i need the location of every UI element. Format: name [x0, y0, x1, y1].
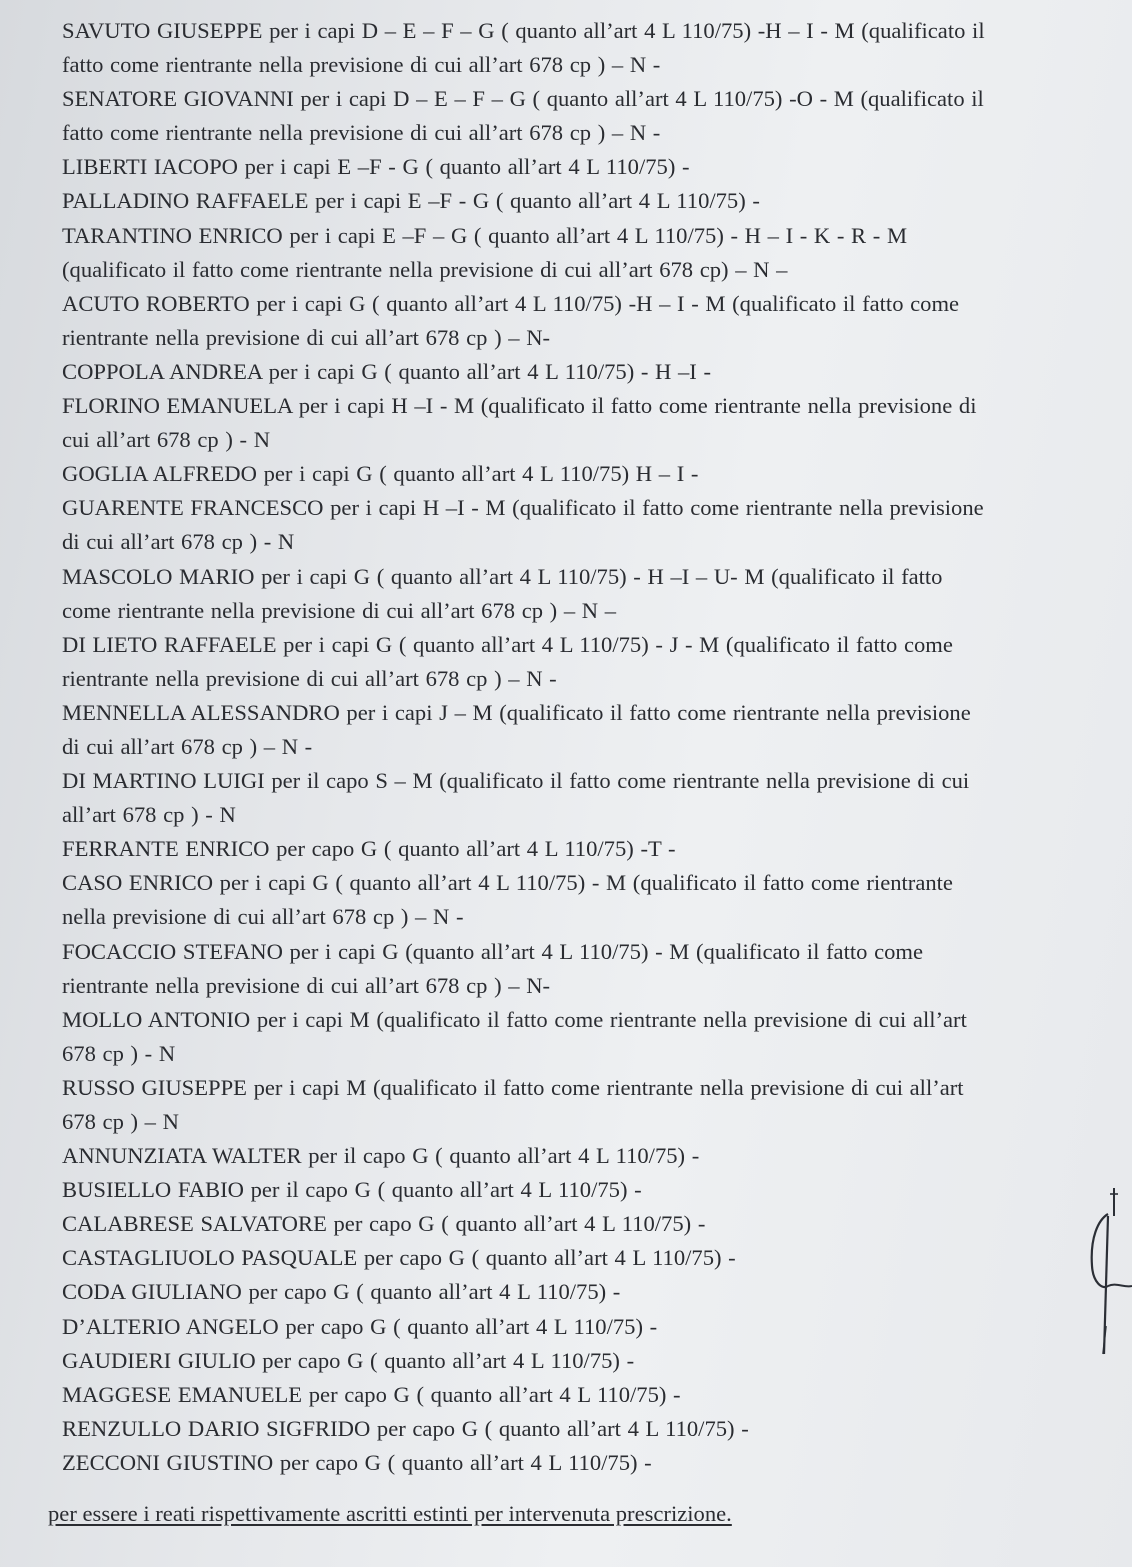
text-line: MAGGESE EMANUELE per capo G ( quanto all’art 4 L 110/75) -: [62, 1381, 681, 1407]
text-line: cui all’art 678 cp ) - N: [62, 427, 271, 453]
text-line: all’art 678 cp ) - N: [62, 802, 236, 828]
text-line: PALLADINO RAFFAELE per i capi E –F - G ( quanto all’art 4 L 110/75) -: [62, 188, 760, 214]
text-line: CALABRESE SALVATORE per capo G ( quanto all’art 4 L 110/75) -: [62, 1211, 706, 1237]
text-line: MENNELLA ALESSANDRO per i capi J – M (qualificato il fatto come rientrante nella previsione: [62, 699, 971, 725]
text-line: rientrante nella previsione di cui all’art 678 cp ) – N-: [62, 324, 551, 350]
text-line: ACUTO ROBERTO per i capi G ( quanto all’art 4 L 110/75) -H – I - M (qualificato il fatto come: [62, 290, 960, 316]
text-line: RUSSO GIUSEPPE per i capi M (qualificato il fatto come rientrante nella previsione di cui all’art: [62, 1074, 964, 1100]
text-line: CODA GIULIANO per capo G ( quanto all’art 4 L 110/75) -: [62, 1279, 621, 1305]
text-line: di cui all’art 678 cp ) – N -: [62, 733, 313, 759]
text-line: TARANTINO ENRICO per i capi E –F – G ( quanto all’art 4 L 110/75) - H – I - K - R - M: [62, 222, 908, 248]
text-line: MOLLO ANTONIO per i capi M (qualificato il fatto come rientrante nella previsione di cui all’art: [62, 1006, 967, 1032]
text-line: 678 cp ) – N: [62, 1109, 179, 1134]
text-line: GUARENTE FRANCESCO per i capi H –I - M (qualificato il fatto come rientrante nella previsione: [62, 495, 984, 521]
text-line: SAVUTO GIUSEPPE per i capi D – E – F – G ( quanto all’art 4 L 110/75) -H – I - M (qualificato il: [62, 18, 985, 43]
text-line: GOGLIA ALFREDO per i capi G ( quanto all’art 4 L 110/75) H – I -: [62, 461, 699, 487]
text-line: come rientrante nella previsione di cui all’art 678 cp ) – N –: [62, 597, 617, 623]
text-line: ANNUNZIATA WALTER per il capo G ( quanto all’art 4 L 110/75) -: [62, 1143, 700, 1169]
text-line: FLORINO EMANUELA per i capi H –I - M (qualificato il fatto come rientrante nella previsione di: [62, 393, 977, 419]
text-line: FERRANTE ENRICO per capo G ( quanto all’art 4 L 110/75) -T -: [62, 836, 676, 862]
text-line: rientrante nella previsione di cui all’art 678 cp ) – N -: [62, 665, 557, 691]
text-line: nella previsione di cui all’art 678 cp ) – N -: [62, 904, 464, 930]
text-line: BUSIELLO FABIO per il capo G ( quanto all’art 4 L 110/75) -: [62, 1177, 642, 1203]
text-line: fatto come rientrante nella previsione di cui all’art 678 cp ) – N -: [62, 52, 661, 78]
text-line: D’ALTERIO ANGELO per capo G ( quanto all’art 4 L 110/75) -: [62, 1313, 658, 1339]
text-line: CASTAGLIUOLO PASQUALE per capo G ( quanto all’art 4 L 110/75) -: [62, 1245, 736, 1271]
text-line: rientrante nella previsione di cui all’art 678 cp ) – N-: [62, 972, 551, 998]
text-line: DI MARTINO LUIGI per il capo S – M (qualificato il fatto come rientrante nella previsione di cui: [62, 768, 970, 794]
text-line: COPPOLA ANDREA per i capi G ( quanto all’art 4 L 110/75) - H –I -: [62, 358, 711, 384]
handwritten-signature: [1078, 1186, 1132, 1356]
text-line: GAUDIERI GIULIO per capo G ( quanto all’art 4 L 110/75) -: [62, 1347, 635, 1373]
text-line: (qualificato il fatto come rientrante nella previsione di cui all’art 678 cp) – N –: [62, 256, 788, 282]
text-line: CASO ENRICO per i capi G ( quanto all’art 4 L 110/75) - M (qualificato il fatto come rientrante: [62, 870, 953, 896]
text-line: fatto come rientrante nella previsione di cui all’art 678 cp ) – N -: [62, 120, 661, 146]
text-line: SENATORE GIOVANNI per i capi D – E – F – G ( quanto all’art 4 L 110/75) -O - M (qualificato il: [62, 86, 984, 112]
text-line: FOCACCIO STEFANO per i capi G (quanto all’art 4 L 110/75) - M (qualificato il fatto come: [62, 938, 923, 964]
text-line: MASCOLO MARIO per i capi G ( quanto all’art 4 L 110/75) - H –I – U- M (qualificato il fatto: [62, 563, 943, 589]
text-line: di cui all’art 678 cp ) - N: [62, 529, 295, 555]
text-line: DI LIETO RAFFAELE per i capi G ( quanto all’art 4 L 110/75) - J - M (qualificato il fatto come: [62, 631, 953, 657]
text-line: LIBERTI IACOPO per i capi E –F - G ( quanto all’art 4 L 110/75) -: [62, 154, 690, 180]
document-body: [62, 14, 1114, 1480]
text-line: RENZULLO DARIO SIGFRIDO per capo G ( quanto all’art 4 L 110/75) -: [62, 1415, 749, 1441]
text-line: 678 cp ) - N: [62, 1040, 176, 1066]
closing-statement: per essere i reati rispettivamente ascritti estinti per intervenuta prescrizione.: [48, 1501, 732, 1526]
text-line: ZECCONI GIUSTINO per capo G ( quanto all’art 4 L 110/75) -: [62, 1449, 652, 1475]
